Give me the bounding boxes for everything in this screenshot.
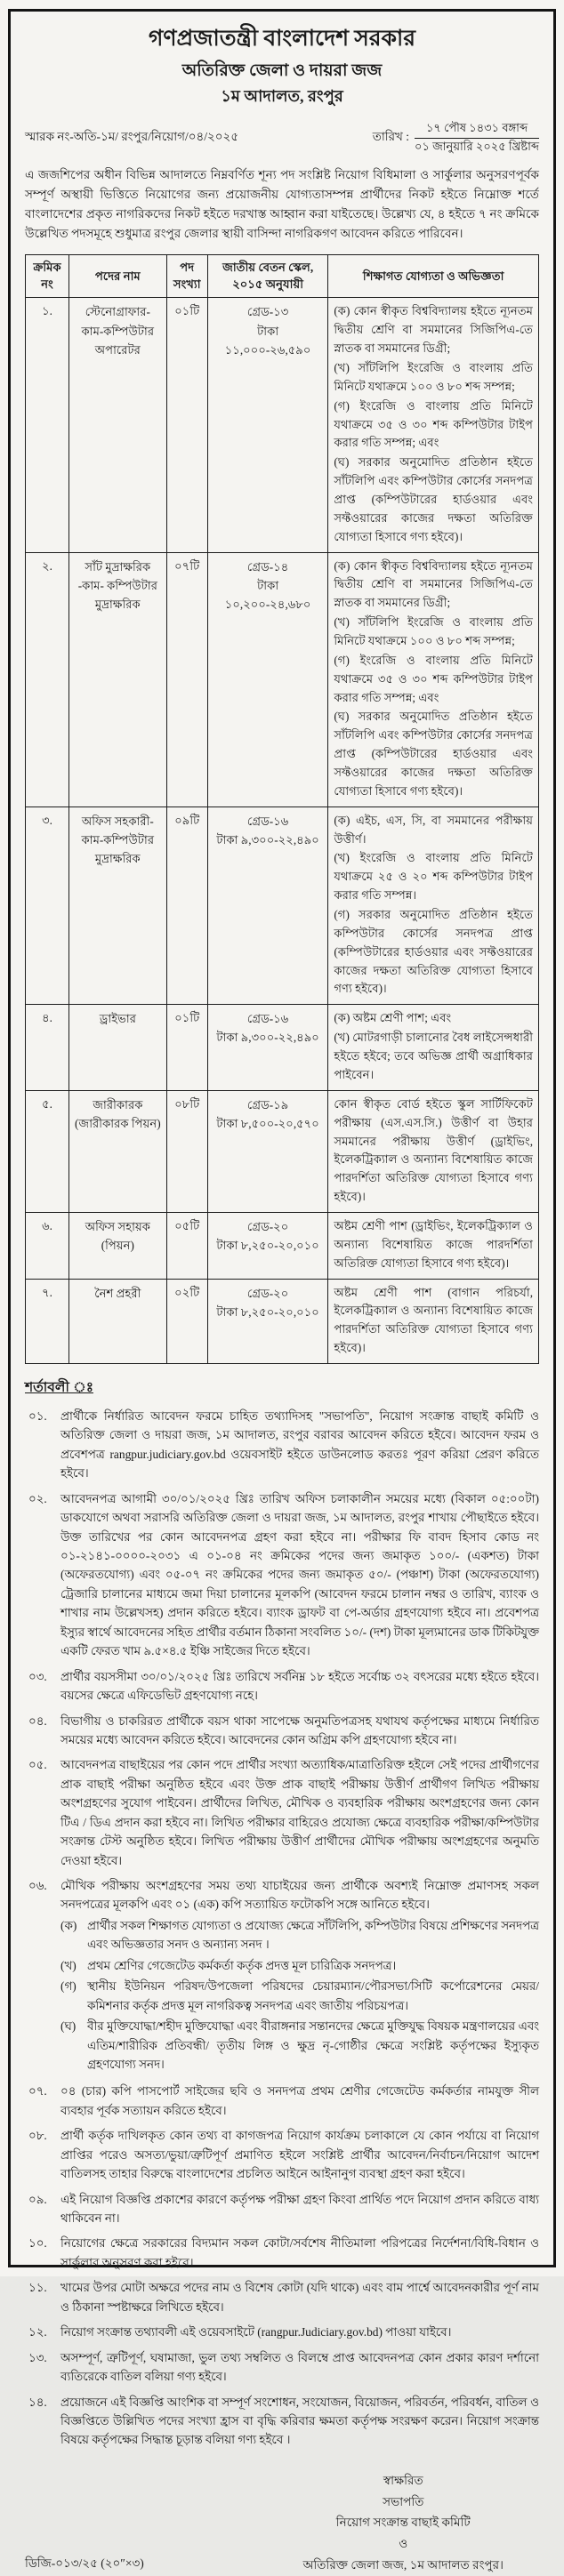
pay-grade: গ্রেড-১৪ bbox=[246, 559, 289, 574]
condition-body bbox=[60, 2082, 539, 2120]
cell-post-count: ০৯টি bbox=[166, 807, 207, 1005]
qualification-clause: (ক) কোন স্বীকৃত বিশ্ববিদ্যালয় হইতে ন্যূনতম দ্বিতীয় শ্রেণি বা সমমানের সিজিপিএ-তে স্নাতক বা সমমানের ডিগ্রী; bbox=[334, 558, 533, 610]
cell-post-count: ০৫টি bbox=[166, 1212, 207, 1279]
condition-number: ০৬. bbox=[28, 1879, 47, 1893]
memo-date-row bbox=[25, 120, 539, 156]
condition-subitem bbox=[60, 1956, 539, 1975]
vacancy-table bbox=[25, 254, 539, 1364]
cell-post-name: ড্রাইভার bbox=[69, 1005, 167, 1090]
cell-post-name: জারীকারক (জারীকারক পিয়ন) bbox=[69, 1090, 167, 1212]
date-gregorian: ০১ জানুয়ারি ২০২৫ খ্রিষ্টাব্দ bbox=[415, 139, 539, 153]
condition-text: আবেদনপত্র আগামী ৩০/০১/২০২৫ খ্রিঃ তারিখ অফিস চলাকালীন সময়ের মধ্যে (বিকাল ০৫:০০টা) ডাকযোগে অথবা সরাসরি অতিরিক্ত জেলা ও দায়রা জজ, ১ম আদালত, রংপুর শাখায় পৌছাইতে হইবে। উক্ত তারিখের পর কোন আবেদনপত্র গ্রহণ করা হইবে না। পরীক্ষার ফি বাবদ হিসাব কোড নং ০১-২১৪১-০০০০-২০৩১ এ ০১-০৪ নং ক্রমিকের পদের জন্য জমাকৃত ১০০/- (একশত) টাকা (অফেরতযোগ্য) এবং ০৫-০৭ নং ক্রমিকের পদের জন্য জমাকৃত ৫০/- (পঞ্চাশ) টাকা (অফেরতযোগ্য) ট্রেজারি চালানের মাধ্যমে জমা দিয়া চালানের মূলকপি (আবেদন ফরমে চালান নম্বর ও তারিখ, ব্যাংক ও শাখার নাম উল্লেখসহ) প্রদান করিতে হইবে। ব্যাংক ড্রাফট বা পে-অর্ডার গ্রহণযোগ্য হইবে না। প্রবেশপত্র ইস্যুর স্বার্থে আবেদনের সহিত প্রার্থীর বর্তমান ঠিকানা সংবলিত ১০/- (দশ) টাকা মূল্যমানের ডাক টিকিটযুক্ত একটি ফেরত খাম ৯.৫×৪.৫ ইঞ্চি সাইজের দিতে হইবে। bbox=[60, 1491, 539, 1658]
subitem-text: বীর মুক্তিযোদ্ধা/শহীদ মুক্তিযোদ্ধা এবং বীরাঙ্গনার সন্তানদের ক্ষেত্রে মুক্তিযুদ্ধ বিষয়ক মন্ত্রণালয়ের এবং এতিম/শারীরিক প্রতিবন্ধী/ তৃতীয় লিঙ্গ ও ক্ষুদ্র নৃ-গোষ্ঠীর ক্ষেত্রে সংশ্লিষ্ট কর্তৃপক্ষের ইস্যুকৃত গ্রহণযোগ্য সনদ। bbox=[87, 2019, 539, 2071]
condition-body bbox=[60, 1407, 539, 1483]
intro-paragraph: এ জজশিপের অধীন বিভিন্ন আদালতে নিম্নবর্ণিত শূন্য পদ সংশ্লিষ্ট নিয়োগ বিধিমালা ও সার্কুলার অনুসরণপূর্বক সম্পূর্ণ অস্থায়ী ভিত্তিতে নিয়োগের জন্য প্রয়োজনীয় যোগ্যতাসম্পন্ন প্রার্থীদের নিকট হইতে নিম্নোক্ত শর্তে বাংলাদেশের প্রকৃত নাগরিকদের নিকট হইতে দরখাস্ত আহ্বান করা যাইতেছে। উল্লেখ্য যে, ৪ হইতে ৭ নং ক্রমিকে উল্লেখিত পদসমূহে শুধুমাত্র রংপুর জেলার স্থায়ী বাসিন্দা নাগরিকগণ আবেদন করিতে পারিবেন। bbox=[25, 168, 539, 241]
condition-number: ০৫. bbox=[28, 1758, 47, 1772]
condition-item bbox=[25, 2323, 539, 2341]
table-row bbox=[26, 298, 539, 552]
cell-serial: ৭. bbox=[26, 1279, 69, 1363]
header-post-count: পদ সংখ্যা bbox=[166, 255, 207, 298]
condition-number: ০৮. bbox=[28, 2129, 47, 2143]
header-serial: ক্রমিক নং bbox=[26, 255, 69, 298]
condition-number: ১২. bbox=[28, 2325, 47, 2339]
pay-scale-range: টাকা ৮,২৫০-২০,০১০ bbox=[216, 1239, 319, 1253]
qualification-clause: অষ্টম শ্রেণী পাশ (বাগান পরিচর্যা, ইলেকট্রিক্যাল ও অন্যান্য বিশেষায়িত কাজে পারদর্শিতা অতিরিক্ত যোগ্যতা হিসাবে গণ্য হইবে)। bbox=[334, 1285, 533, 1355]
cell-qualification bbox=[328, 807, 539, 1005]
condition-subitems bbox=[60, 1916, 539, 2074]
qualification-clause: (ক) এইচ, এস, সি, বা সমমানের পরীক্ষায় উত্তীর্ণ। bbox=[334, 813, 533, 846]
condition-item bbox=[25, 2082, 539, 2120]
cell-post-name: অফিস সহকারী-কাম-কম্পিউটার মুদ্রাক্ষরিক bbox=[69, 807, 167, 1005]
cell-qualification bbox=[328, 1279, 539, 1363]
signature-line: সভাপতি bbox=[383, 2494, 424, 2508]
cell-post-name: সাঁট মুদ্রাক্ষরিক -কাম- কম্পিউটার মুদ্রাক্ষরিক bbox=[69, 552, 167, 807]
condition-text: নিয়োগের ক্ষেত্রে সরকারের বিদ্যমান সকল কোটা/সর্বশেষ নীতিমালা পরিপত্রের নির্দেশনা/বিধি-বিধান ও সার্কুলার অনুসরণ করা হইবে। bbox=[60, 2236, 539, 2269]
cell-post-name: অফিস সহায়ক (পিয়ন) bbox=[69, 1212, 167, 1279]
cell-post-count: ০১টি bbox=[166, 1005, 207, 1090]
subitem-label: (ঘ) bbox=[60, 2019, 77, 2034]
qualification-clause: (খ) সাঁটলিপি ইংরেজি ও বাংলায় প্রতি মিনিটে যথাক্রমে ১০০ ও ৮০ শব্দ সম্পন্ন; bbox=[334, 360, 533, 393]
condition-text: প্রার্থীকে নির্ধারিত আবেদন ফরমে চাহিত তথ্যাদিসহ "সভাপতি", নিয়োগ সংক্রান্ত বাছাই কমিটি ও অতিরিক্ত জেলা ও দায়রা জজ, ১ম আদালত, রংপুর বরাবর আবেদন করিতে হইবে। আবেদন ফরম ও প্রবেশপত্র rangpur.judiciary.gov.bd ওয়েবসাইট হইতে ডাউনলোড করতঃ পূরণ করিয়া প্রেরণ করিতে হইবে। bbox=[60, 1408, 539, 1481]
table-row bbox=[26, 1090, 539, 1212]
header-pay-scale: জাতীয় বেতন স্কেল, ২০১৫ অনুযায়ী bbox=[207, 255, 328, 298]
pay-scale-range: টাকা ১১,০০০-২৬,৫৯০ bbox=[224, 324, 311, 357]
table-row bbox=[26, 1005, 539, 1090]
condition-number: ১০. bbox=[28, 2236, 47, 2251]
qualification-clause: (খ) সাঁটলিপি ইংরেজি ও বাংলায় প্রতি মিনিটে যথাক্রমে ১০০ ও ৮০ শব্দ সম্পন্ন; bbox=[334, 615, 533, 648]
condition-item bbox=[25, 2234, 539, 2272]
memo-number: স্মারক নং-অতি-১ম/ রংপুর/নিয়োগ/০৪/২০২৫ bbox=[25, 130, 239, 144]
qualification-clause: (খ) মোটরগাড়ী চালানোর বৈধ লাইসেন্সধারী হইতে হইবে; তবে অভিজ্ঞ প্রার্থী অগ্রাধিকার পাইবেন। bbox=[334, 1031, 533, 1081]
signature-line: অতিরিক্ত জেলা জজ, ১ম আদালত রংপুর। bbox=[302, 2557, 504, 2572]
cell-post-count: ০২টি bbox=[166, 1279, 207, 1363]
date-bangla: ১৭ পৌষ ১৪৩১ বঙ্গাব্দ bbox=[415, 120, 539, 139]
cell-pay-scale bbox=[207, 298, 328, 552]
qualification-clause: (গ) ইংরেজি ও বাংলায় প্রতি মিনিটে যথাক্রমে ৩৫ ও ৩০ শব্দ কম্পিউটার টাইপ করার গতি সম্পন্ন; এবং bbox=[334, 398, 533, 450]
qualification-clause: (ক) কোন স্বীকৃত বিশ্ববিদ্যালয় হইতে ন্যূনতম দ্বিতীয় শ্রেণি বা সমমানের সিজিপিএ-তে স্নাতক বা সমমানের ডিগ্রী; bbox=[334, 304, 533, 356]
condition-number: ০২. bbox=[28, 1491, 47, 1505]
condition-item bbox=[25, 2126, 539, 2183]
condition-item bbox=[25, 2348, 539, 2387]
cell-qualification bbox=[328, 298, 539, 552]
condition-subitem bbox=[60, 1916, 539, 1954]
condition-body bbox=[60, 1712, 539, 1750]
condition-text: প্রার্থীর বয়সসীমা ৩০/০১/২০২৫ খ্রিঃ তারিখে সর্বনিম্ন ১৮ হইতে সর্বোচ্চ ৩২ বৎসরের মধ্যে হইতে হইবে। বয়সের ক্ষেত্রে এফিডেভিট গ্রহণযোগ্য নহে। bbox=[60, 1669, 539, 1703]
condition-body bbox=[60, 1667, 539, 1705]
cell-pay-scale bbox=[207, 1005, 328, 1090]
condition-body bbox=[60, 1489, 539, 1661]
qualification-clause: (খ) ইংরেজি ও বাংলায় প্রতি মিনিটে যথাক্রমে ২৫ ও ২০ শব্দ কম্পিউটার টাইপ করার গতি সম্পন্ন। bbox=[334, 851, 533, 903]
condition-number: ১১. bbox=[28, 2281, 47, 2295]
table-row bbox=[26, 1279, 539, 1363]
pay-grade: গ্রেড-২০ bbox=[246, 1286, 289, 1300]
condition-number: ০৩. bbox=[28, 1669, 47, 1683]
pay-grade: গ্রেড-১৬ bbox=[246, 814, 289, 828]
condition-number: ০৯. bbox=[28, 2192, 47, 2206]
condition-text: প্রয়োজনে এই বিজ্ঞপ্তি আংশিক বা সম্পূর্ণ সংশোধন, সংযোজন, বিয়োজন, পরিবর্তন, পরিবর্ধন, বাতিল ও বিজ্ঞপ্তিতে উল্লিখিত পদের সংখ্যা হ্রাস বা বৃদ্ধি করিবার ক্ষমতা কর্তৃপক্ষ সংরক্ষণ করেন। নিয়োগ সংক্রান্ত বিষয়ে কর্তৃপক্ষের সিদ্ধান্ত চূড়ান্ত বলিয়া গণ্য হইবে । bbox=[60, 2395, 539, 2447]
condition-item bbox=[25, 2190, 539, 2228]
condition-number: ০৭. bbox=[28, 2084, 47, 2099]
pay-grade: গ্রেড-১৬ bbox=[246, 1012, 289, 1026]
subitem-label: (গ) bbox=[60, 1979, 77, 1994]
condition-text: খামের উপর মোটা অক্ষরে পদের নাম ও বিশেষ কোটা (যদি থাকে) এবং বাম পার্শ্বে আবেদনকারীর পূর্ণ নাম ও ঠিকানা স্পষ্টাক্ষরে লিখিতে হইবে। bbox=[60, 2281, 539, 2314]
cell-serial: ৫. bbox=[26, 1090, 69, 1212]
condition-item bbox=[25, 2393, 539, 2450]
document-border-frame bbox=[8, 9, 556, 2572]
condition-number: ১৩. bbox=[28, 2350, 47, 2364]
cell-post-count: ০৮টি bbox=[166, 1090, 207, 1212]
condition-text: ০৪ (চার) কপি পাসপোর্ট সাইজের ছবি ও সনদপত্র প্রথম শ্রেণীর গেজেটেড কর্মকর্তার নামযুক্ত সীল ব্যবহার পূর্বক সত্যায়ন করিতে হইবে। bbox=[60, 2084, 539, 2117]
condition-body bbox=[60, 2393, 539, 2450]
qualification-clause: (ঘ) সরকার অনুমোদিত প্রতিষ্ঠান হইতে সাঁটলিপি এবং কম্পিউটার কোর্সের সনদপত্র প্রাপ্ত (কম্পিউটারের হার্ডওয়ার এবং সফ্টওয়ারের কাজের দক্ষতা অতিরিক্ত যোগ্যতা হিসাবে গণ্য হইবে)। bbox=[334, 710, 533, 798]
conditions-list bbox=[25, 1407, 539, 2456]
pay-grade: গ্রেড-২০ bbox=[246, 1219, 289, 1233]
qualification-clause: (ক) অষ্টম শ্রেণী পাশ; এবং bbox=[334, 1011, 452, 1025]
subitem-text: প্রার্থীর সকল শিক্ষাগত যোগ্যতা ও প্রযোজ্য ক্ষেত্রে সাঁটলিপি, কম্পিউটার বিষয়ে প্রশিক্ষণের সনদপত্র এবং অভিজ্ঞতার সনদ ও অন্যান্য সনদ । bbox=[87, 1918, 539, 1952]
cell-post-name: স্টেনোগ্রাফার-কাম-কম্পিউটার অপারেটর bbox=[69, 298, 167, 552]
table-row bbox=[26, 552, 539, 807]
pay-scale-range: টাকা ৯,৩০০-২২,৪৯০ bbox=[216, 832, 319, 847]
subitem-label: (খ) bbox=[60, 1958, 77, 1972]
pay-scale-range: টাকা ৮,৫০০-২০,৫৭০ bbox=[216, 1116, 319, 1130]
cell-qualification bbox=[328, 1005, 539, 1090]
condition-body bbox=[60, 2126, 539, 2183]
condition-text: নিয়োগ সংক্রান্ত তথ্যাবলী এই ওয়েবসাইটে (rangpur.Judiciary.gov.bd) পাওয়া যাইবে। bbox=[60, 2325, 452, 2339]
cell-pay-scale bbox=[207, 1090, 328, 1212]
subitem-text: প্রথম শ্রেণির গেজেটেড কর্মকর্তা কর্তৃক প্রদত্ত মূল চারিত্রিক সনদপত্র। bbox=[87, 1958, 397, 1972]
qualification-clause: (ঘ) সরকার অনুমোদিত প্রতিষ্ঠান হইতে সাঁটলিপি এবং কম্পিউটার কোর্সের সনদপত্র প্রাপ্ত (কম্পিউটারের হার্ডওয়ার এবং সফ্টওয়ারের কাজের দক্ষতা অতিরিক্ত যোগ্যতা হিসাবে গণ্য হইবে)। bbox=[334, 455, 533, 543]
condition-body bbox=[60, 1755, 539, 1870]
cell-pay-scale bbox=[207, 807, 328, 1005]
qualification-clause: (গ) সরকার অনুমোদিত প্রতিষ্ঠান হইতে কম্পিউটার কোর্সের সনদপত্র প্রাপ্ত (কম্পিউটারের হার্ডওয়ার এবং সফ্টওয়ারের কাজের দক্ষতা অতিরিক্ত যোগ্যতা হিসাবে গণ্য হইবে)। bbox=[334, 908, 533, 996]
cell-post-name: নৈশ প্রহরী bbox=[69, 1279, 167, 1363]
condition-body bbox=[60, 2278, 539, 2316]
condition-subitem bbox=[60, 2017, 539, 2074]
cell-post-count: ০৭টি bbox=[166, 552, 207, 807]
table-row bbox=[26, 1212, 539, 1279]
subitem-label: (ক) bbox=[60, 1918, 77, 1932]
print-reference: ডিজি-০১৩/২৫ (২০″×৩) bbox=[25, 2556, 144, 2570]
vacancy-table-header bbox=[26, 255, 539, 298]
date-label: তারিখ : bbox=[372, 130, 410, 144]
cell-qualification bbox=[328, 552, 539, 807]
condition-item bbox=[25, 1755, 539, 1870]
condition-number: ১৪. bbox=[28, 2395, 47, 2409]
qualification-clause: (গ) ইংরেজি ও বাংলায় প্রতি মিনিটে যথাক্রমে ৩৫ ও ৩০ শব্দ কম্পিউটার টাইপ করার গতি সম্পন্ন; এবং bbox=[334, 653, 533, 704]
cell-qualification bbox=[328, 1212, 539, 1279]
condition-item bbox=[25, 1712, 539, 1750]
condition-text: এই নিয়োগ বিজ্ঞপ্তি প্রকাশের কারণে কর্তৃপক্ষ পরীক্ষা গ্রহণ কিংবা প্রার্থিত পদে নিয়োগ প্রদান করিতে বাধ্য থাকিবেন না। bbox=[60, 2192, 539, 2226]
condition-item bbox=[25, 1667, 539, 1705]
bottom-row bbox=[25, 2470, 539, 2576]
cell-pay-scale bbox=[207, 1279, 328, 1363]
table-row bbox=[26, 807, 539, 1005]
condition-subitem bbox=[60, 1977, 539, 2015]
condition-item bbox=[25, 2278, 539, 2316]
pay-scale-range: টাকা ৮,২৫০-২০,০১০ bbox=[216, 1304, 319, 1319]
office-title: অতিরিক্ত জেলা ও দায়রা জজ bbox=[181, 60, 383, 80]
date-block bbox=[373, 120, 539, 156]
signature-line: স্বাক্ষরিত bbox=[383, 2473, 423, 2487]
condition-body bbox=[60, 2190, 539, 2228]
cell-pay-scale bbox=[207, 552, 328, 807]
conditions-heading: শর্তাবলী ঃ bbox=[25, 1379, 93, 1395]
cell-qualification bbox=[328, 1090, 539, 1212]
pay-grade: গ্রেড-১৯ bbox=[246, 1097, 289, 1111]
condition-number: ০৪. bbox=[28, 1713, 47, 1728]
cell-pay-scale bbox=[207, 1212, 328, 1279]
signature-line: ও bbox=[399, 2537, 408, 2551]
condition-body bbox=[60, 2323, 539, 2341]
cell-serial: ৬. bbox=[26, 1212, 69, 1279]
pay-grade: গ্রেড-১৩ bbox=[246, 305, 289, 319]
subitem-text: স্থানীয় ইউনিয়ন পরিষদ/উপজেলা পরিষদের চেয়ারম্যান/পৌরসভা/সিটি কর্পোরেশনের মেয়র/কমিশনার কর্তৃক প্রদত্ত মূল নাগরিকত্ব সনদপত্র এবং জাতীয় পরিচয়পত্র। bbox=[87, 1979, 539, 2012]
government-title: গণপ্রজাতন্ত্রী বাংলাদেশ সরকার bbox=[148, 27, 416, 51]
condition-text: বিভাগীয় ও চাকরিরত প্রার্থীকে বয়স থাকা সাপেক্ষে অনুমতিপত্রসহ যথাযথ কর্তৃপক্ষের মাধ্যমে নির্ধারিত সময়ের মধ্যে আবেদন করিতে হইবে। আবেদনের কোন অগ্রিম কপি গ্রহণযোগ্য হইবে না। bbox=[60, 1713, 539, 1746]
condition-text: অসম্পূর্ণ, ত্রুটিপূর্ণ, ঘষামাজা, ভুল তথ্য সম্বলিত ও বিলম্বে প্রাপ্ত আবেদনপত্র কোন প্রকার কারণ দর্শানো ব্যতিরেকে বাতিল বলিয়া গণ্য হইবে। bbox=[60, 2350, 539, 2384]
signature-block bbox=[303, 2470, 504, 2576]
date-fraction bbox=[415, 120, 539, 156]
condition-text: মৌখিক পরীক্ষায় অংশগ্রহণের সময় তথ্য যাচাইয়ের জন্য প্রার্থীকে অবশ্যই নিম্নোক্ত প্রমাণসহ সকল সনদপত্রের মূলকপি এবং ০১ (এক) কপি সত্যায়িত ফটোকপি সঙ্গে আনিতে হইবে। bbox=[60, 1879, 539, 1912]
condition-item bbox=[25, 1407, 539, 1483]
condition-number: ০১. bbox=[28, 1408, 47, 1423]
qualification-clause: অষ্টম শ্রেণী পাশ (ড্রাইভিং, ইলেকট্রিক্যাল ও অন্যান্য বিশেষায়িত কাজে পারদর্শিতা অতিরিক্ত যোগ্যতা হিসাবে গণ্য হইবে)। bbox=[334, 1218, 533, 1270]
qualification-clause: কোন স্বীকৃত বোর্ড হইতে স্কুল সার্টিফিকেট পরীক্ষায় (এস.এস.সি.) উত্তীর্ণ বা উহার সমমানের পরীক্ষায় উত্তীর্ণ (ড্রাইভিং, ইলেকট্রিক্যাল ও অন্যান্য বিশেষায়িত কাজে পারদর্শিতা অতিরিক্ত যোগ্যতা হিসাবে গণ্য হইবে)। bbox=[334, 1096, 533, 1204]
court-title: ১ম আদালত, রংপুর bbox=[221, 87, 343, 106]
pay-scale-range: টাকা ১০,২০০-২৪,৬৮০ bbox=[224, 578, 311, 611]
condition-item bbox=[25, 1489, 539, 1661]
header-qualification: শিক্ষাগত যোগ্যতা ও অভিজ্ঞতা bbox=[328, 255, 539, 298]
condition-body bbox=[60, 1876, 539, 2075]
cell-serial: ৩. bbox=[26, 807, 69, 1005]
condition-text: প্রার্থী কর্তৃক দাখিলকৃত কোন তথ্য বা কাগজপত্র নিয়োগ কার্যক্রম চলাকালে যে কোন পর্যায়ে বা নিয়োগ প্রাপ্তির পরেও অসত্য/ভুয়া/ত্রুটিপূর্ণ প্রমাণিত হইলে সংশ্লিষ্ট প্রার্থীর আবেদন/নির্বাচন/নিয়োগ আদেশ বাতিলসহ তাহার বিরুদ্ধে বাংলাদেশের প্রচলিত আইনে আইনানুগ ব্যবস্থা গ্রহণ করা হইবে। bbox=[60, 2129, 539, 2181]
cell-serial: ৪. bbox=[26, 1005, 69, 1090]
cell-post-count: ০১টি bbox=[166, 298, 207, 552]
header-post-name: পদের নাম bbox=[69, 255, 167, 298]
condition-item bbox=[25, 1876, 539, 2075]
condition-body bbox=[60, 2348, 539, 2387]
cell-serial: ১. bbox=[26, 298, 69, 552]
masthead bbox=[25, 24, 539, 108]
condition-text: আবেদনপত্র বাছাইয়ের পর কোন পদে প্রার্থীর সংখ্যা অত্যাধিক/মাত্রাতিরিক্ত হইলে সেই পদের প্রার্থীগণের প্রাক বাছাই পরীক্ষা অনুষ্ঠিত হইবে এবং উক্ত প্রাক বাছাই পরীক্ষায় উত্তীর্ণ প্রার্থীগণ লিখিত পরীক্ষায় অংশগ্রহণের সুযোগ পাইবেন। প্রার্থীদের লিখিত, মৌখিক ও ব্যবহারিক পরীক্ষায় অংশগ্রহণের জন্য কোন টিএ / ডিএ প্রদান করা হইবে না। লিখিত পরীক্ষার বাহিরেও প্রযোজ্য ক্ষেত্রে ব্যবহারিক পরীক্ষা/কম্পিউটার সংক্রান্ত টেস্ট অনুষ্ঠিত হইবে। লিখিত পরীক্ষায় উত্তীর্ণ প্রার্থীদের মৌখিক পরীক্ষায় অংশগ্রহণের অনুমতি দেওয়া হইবে। bbox=[60, 1758, 539, 1867]
condition-body bbox=[60, 2234, 539, 2272]
cell-serial: ২. bbox=[26, 552, 69, 807]
signature-line: নিয়োগ সংক্রান্ত বাছাই কমিটি bbox=[335, 2516, 471, 2530]
pay-scale-range: টাকা ৯,৩০০-২২,৪৯০ bbox=[216, 1031, 319, 1045]
